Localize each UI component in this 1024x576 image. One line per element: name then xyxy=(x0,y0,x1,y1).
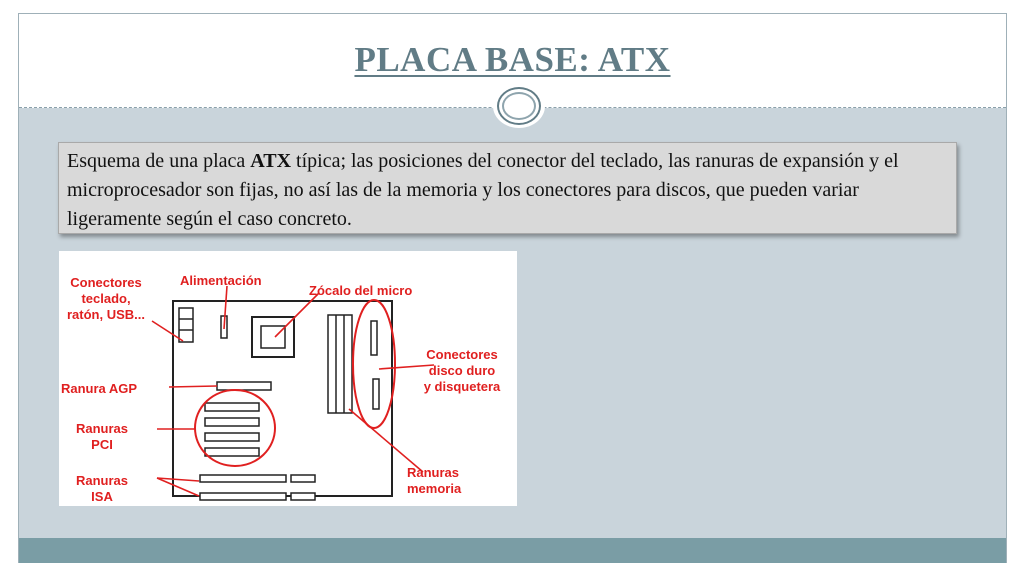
label-conectores-disco xyxy=(415,347,509,395)
label-ranuras-memoria xyxy=(407,465,461,497)
label-conectores-teclado-l1: Conectores xyxy=(70,275,142,290)
label-conectores-teclado-l2: teclado, xyxy=(81,291,131,306)
isa-slot-2b xyxy=(291,493,315,500)
label-alimentacion: Alimentación xyxy=(180,273,262,288)
label-zocalo: Zócalo del micro xyxy=(309,283,413,298)
pci-slot-1 xyxy=(205,403,259,411)
ornament-ring-inner xyxy=(502,92,536,120)
label-ranuras-isa-l2: ISA xyxy=(91,489,113,504)
label-conectores-disco-l3: y disquetera xyxy=(423,379,501,394)
disk-connector-2 xyxy=(373,379,379,409)
pci-slot-4 xyxy=(205,448,259,456)
io-connector-block xyxy=(179,308,193,342)
description-box xyxy=(58,142,957,234)
description-text-1: Esquema de una placa xyxy=(67,150,251,172)
label-conectores-disco-l2: disco duro xyxy=(428,363,496,378)
pointer-zocalo xyxy=(275,293,319,337)
description-text-2: típica; las posiciones del conector del teclado, las ranuras de expansión y el microprocesador son fijas, no así las de la memoria y los conectores para discos, que pueden variar ligeramente según el caso concreto. xyxy=(67,150,899,230)
isa-slot-2a xyxy=(200,493,286,500)
pci-slot-3 xyxy=(205,433,259,441)
agp-slot xyxy=(217,382,271,390)
bottom-bar xyxy=(19,538,1006,563)
disk-connector-1 xyxy=(371,321,377,355)
label-ranuras-pci-l2: PCI xyxy=(91,437,113,452)
label-conectores-disco-l1: Conectores xyxy=(426,347,498,362)
slide-title: PLACA BASE: ATX xyxy=(354,40,671,79)
label-ranuras-pci xyxy=(67,421,137,453)
label-ranura-agp: Ranura AGP xyxy=(61,381,138,396)
cpu-socket-inner xyxy=(261,326,285,348)
isa-slot-1a xyxy=(200,475,286,482)
slide xyxy=(18,13,1007,563)
isa-slot-1b xyxy=(291,475,315,482)
pointer-agp xyxy=(169,386,217,387)
label-conectores-teclado-l3: ratón, USB... xyxy=(66,307,145,322)
pci-slot-2 xyxy=(205,418,259,426)
label-ranuras-isa xyxy=(67,473,137,505)
label-ranuras-pci-l1: Ranuras xyxy=(75,421,129,436)
label-ranuras-memoria-l1: Ranuras xyxy=(407,465,460,480)
label-ranuras-isa-l1: Ranuras xyxy=(75,473,129,488)
atx-diagram xyxy=(59,251,517,506)
memory-slots xyxy=(328,315,352,413)
label-conectores-teclado xyxy=(61,275,151,323)
description-bold-atx: ATX xyxy=(250,150,292,172)
label-ranuras-memoria-l2: memoria xyxy=(407,481,462,496)
